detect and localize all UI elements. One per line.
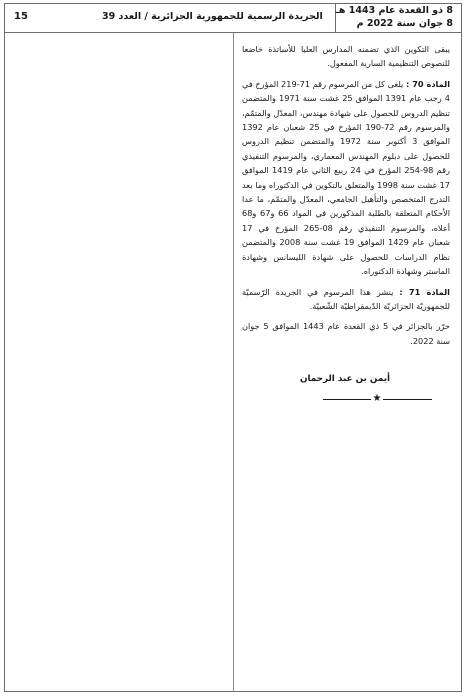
- article-71: [242, 285, 450, 314]
- closing-statement: حرّر بالجزائر في 5 ذي القعدة عام 1443 الموافق 5 جوان سنة 2022.: [242, 321, 450, 346]
- article-71-label: المادة 71 :: [399, 286, 450, 297]
- right-text-column: [242, 42, 450, 348]
- column-divider: [233, 33, 234, 692]
- page-header: [4, 3, 462, 33]
- article-71-text: ينشر هذا المرسوم في الجريدة الرّسميّة للجمهوريّة الجزائريّة الدّيمقراطيّة الشّعبيّة.: [242, 286, 450, 311]
- article-70-label: المادة 70 :: [406, 78, 450, 89]
- article-70-text: يلغى كل من المرسوم رقم 71-219 المؤرخ في 4 رجب عام 1391 الموافق 25 غشت سنة 1971 والمتضمن تنظيم الدروس للحصول على شهادة مهندس، المعدّل والمتمّم، والمرسوم رقم 72-190 المؤرخ في 25 شعبان عام 1392 الموافق 3 أكتوبر سنة 1972 والمتضمن تنظيم الدروس للحصول على دبلوم المهندس المعماري، والمرسوم التنفيذي رقم 98-254 المؤرخ في 24 ربيع الثاني عام 1419 الموافق 17 غشت سنة 1998 والمتعلق بالتكوين في الدكتوراه وما بعد التدرج المتخصص والتأهيل الجامعي، المعدّل والمتمّم، ما عدا الأحكام المتعلقة بالطلبة المذكورين في المواد 66 و67 و68 أعلاه، والمرسوم التنفيذي رقم 08-265 المؤرخ في 17 شعبان عام 1429 الموافق 19 غشت سنة 2008 والمتضمن نظام الدراسات للحصول على شهادة الليسانس وشهادة الماستر وشهادة الدكتوراه.: [242, 78, 451, 277]
- hijri-date: 8 ذو القعدة عام 1443 هـ: [335, 5, 453, 16]
- signature: أيمن بن عبد الرحمان: [299, 374, 391, 384]
- page-number: 15: [14, 11, 28, 22]
- gregorian-date: 8 جوان سنة 2022 م: [356, 18, 453, 29]
- article-70: [242, 77, 450, 279]
- journal-title: الجريدة الرسمية للجمهورية الجزائرية / العدد 39: [102, 11, 323, 22]
- end-star-icon: ★: [372, 393, 382, 404]
- intro-paragraph: يبقى التكوين الذي تضمنه المدارس العليا للأساتذة خاضعا للنصوص التنظيمية السارية المفعول.: [242, 44, 450, 69]
